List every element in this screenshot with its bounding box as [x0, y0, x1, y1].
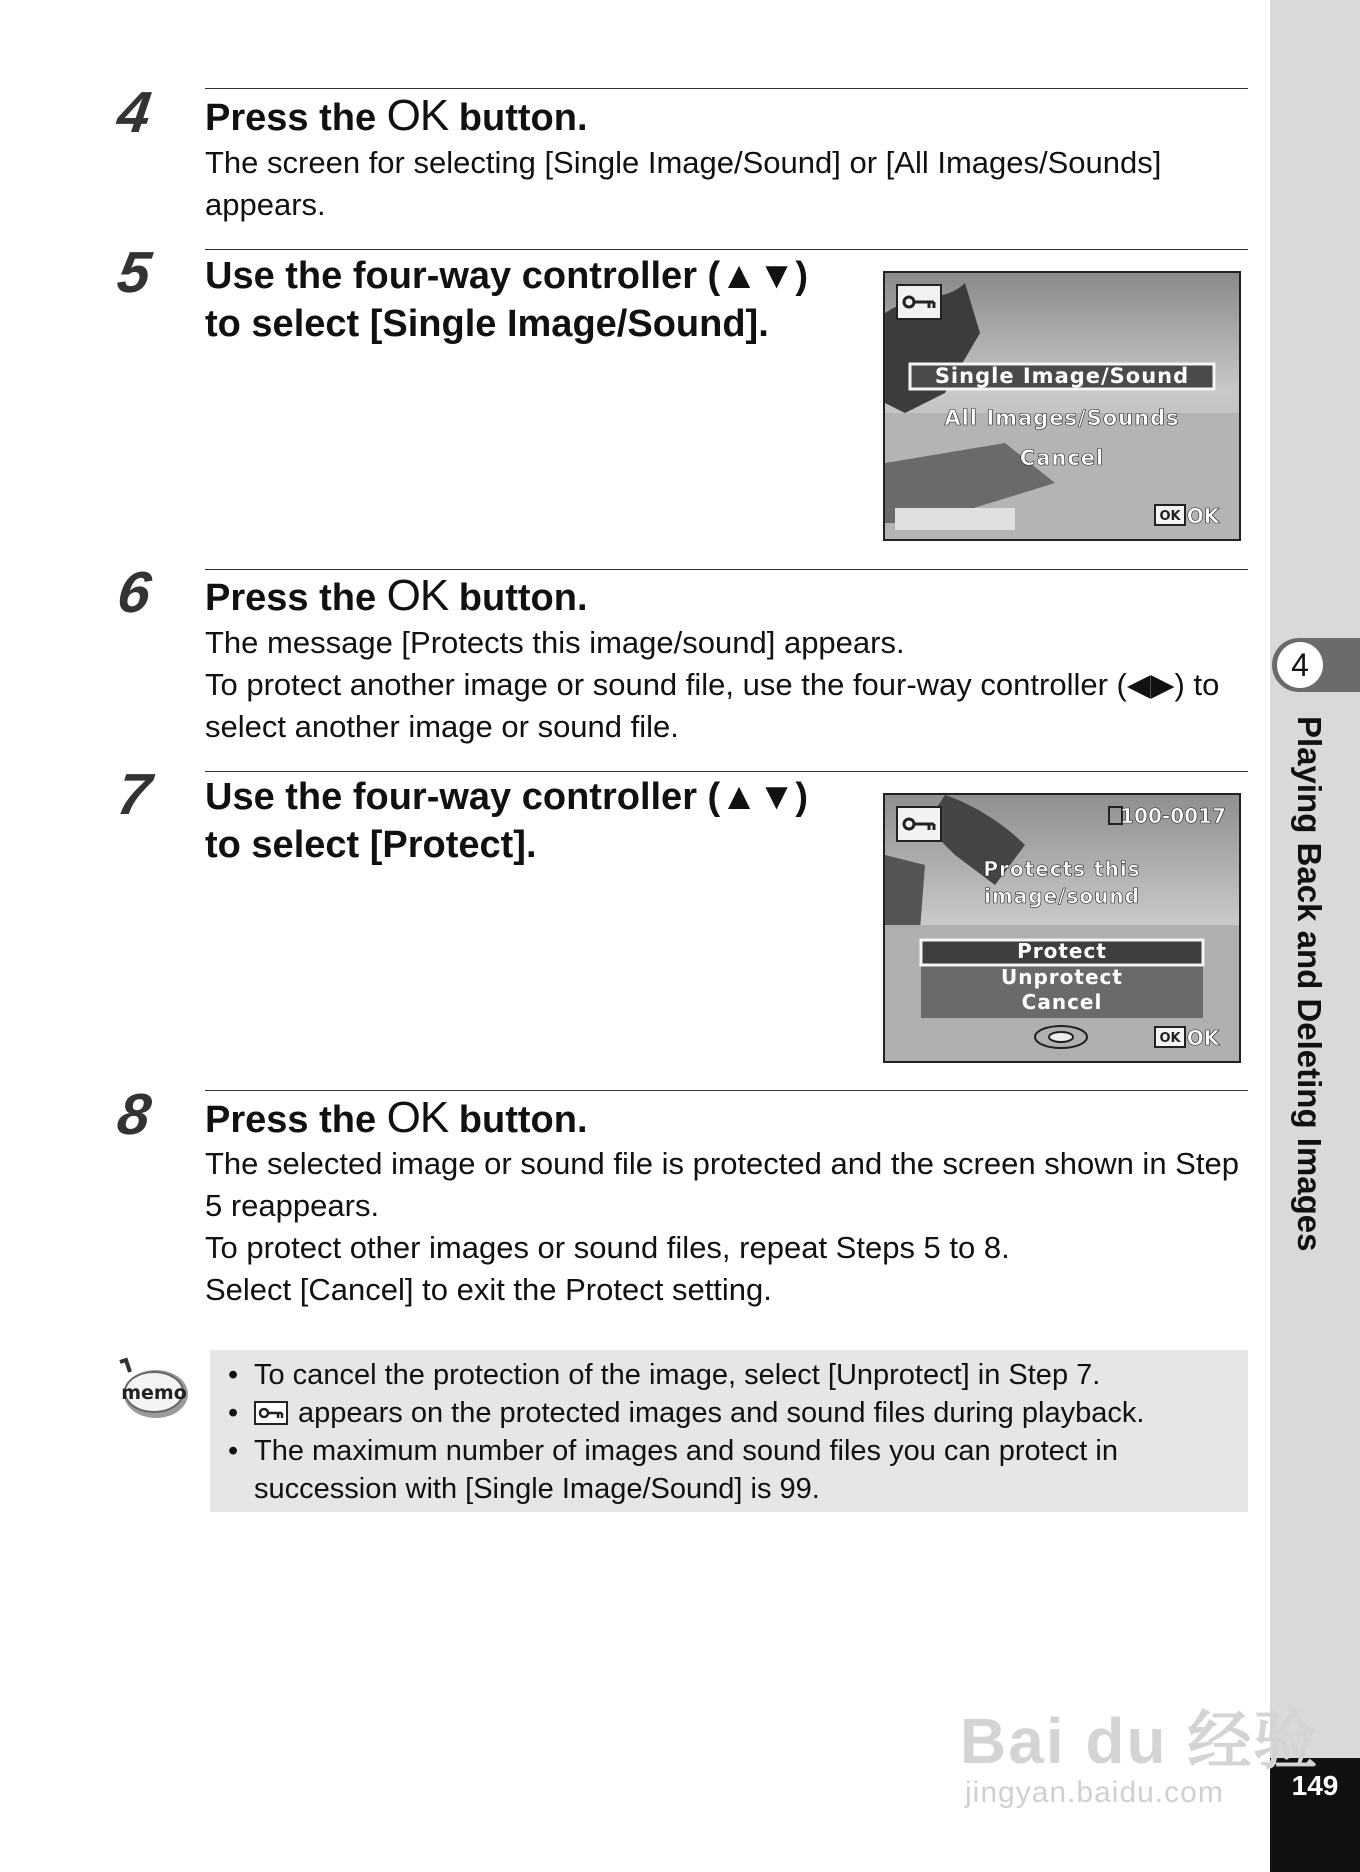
ok-button-label: OK: [386, 91, 449, 140]
step-number: 7: [113, 762, 155, 827]
step-divider: [205, 88, 1248, 89]
step-text: The message [Protects this image/sound] appears.: [205, 625, 905, 660]
step-text: Select [Cancel] to exit the Protect setting.: [205, 1272, 772, 1307]
memo-item-text: appears on the protected images and sound files during playback.: [298, 1397, 1145, 1429]
camera-screen-protect: [883, 793, 1241, 1063]
memo-icon-label: memo: [121, 1382, 187, 1404]
watermark-logo: Bai du 经验: [960, 1705, 1320, 1777]
watermark-url: jingyan.baidu.com: [965, 1776, 1224, 1809]
menu-option-unprotect: Unprotect: [1001, 965, 1123, 989]
camera-screen-graphic: [885, 273, 1239, 539]
protect-key-icon: [254, 1401, 288, 1425]
menu-option-all: All Images/Sounds: [944, 406, 1180, 430]
step-number: 6: [113, 560, 155, 625]
ok-key-label: OK: [1159, 1031, 1181, 1046]
heading-suffix: button.: [448, 97, 588, 139]
heading-line: to select [Protect].: [205, 824, 537, 866]
file-number: 100-0017: [1120, 804, 1226, 828]
step-text: To protect other images or sound files, repeat Steps 5 to 8.: [205, 1230, 1010, 1265]
step-number: 4: [113, 80, 155, 145]
memo-list: [228, 1356, 1248, 1508]
step-divider: [205, 1090, 1248, 1091]
step-divider: [205, 569, 1248, 570]
ok-button-label: OK: [386, 1093, 449, 1142]
memo-item: [228, 1394, 1248, 1432]
heading-prefix: Press the: [205, 97, 387, 139]
step-heading: [205, 92, 588, 142]
menu-option-cancel: Cancel: [1021, 990, 1103, 1014]
chapter-number: 4: [1277, 642, 1323, 688]
ok-key-label: OK: [1159, 509, 1181, 524]
heading-line: Use the four-way controller (▲▼): [205, 776, 809, 818]
heading-line: Use the four-way controller (▲▼): [205, 255, 809, 297]
memo-item: • The maximum number of images and sound files you can protect in succession with [Single Image/Sound] is 99.: [228, 1432, 1248, 1508]
memo-icon: [112, 1356, 192, 1426]
heading-suffix: button.: [448, 1099, 588, 1141]
menu-option-single: Single Image/Sound: [934, 364, 1190, 388]
heading-line: to select [Single Image/Sound].: [205, 303, 769, 345]
protect-message-line: image/sound: [984, 884, 1140, 908]
step-text: The selected image or sound file is protected and the screen shown in Step 5 reappears.: [205, 1146, 1239, 1223]
step-heading: [205, 572, 588, 622]
step-number: 8: [113, 1082, 155, 1147]
heading-suffix: button.: [448, 577, 588, 619]
step-divider: [205, 771, 1248, 772]
step-heading: [205, 773, 808, 869]
memo-item: • To cancel the protection of the image, select [Unprotect] in Step 7.: [228, 1356, 1248, 1394]
step-body: [205, 622, 1245, 748]
ok-label: OK: [1186, 504, 1220, 528]
menu-option-cancel: Cancel: [1019, 446, 1105, 470]
page-number: 149: [1291, 1770, 1339, 1801]
step-divider: [205, 249, 1248, 250]
camera-screen-graphic: [885, 795, 1239, 1061]
camera-screen-select-mode: [883, 271, 1241, 541]
heading-prefix: Press the: [205, 1099, 387, 1141]
protect-message-line: Protects this: [983, 857, 1141, 881]
heading-prefix: Press the: [205, 577, 387, 619]
step-body: [205, 1143, 1250, 1311]
ok-button-label: OK: [386, 571, 449, 620]
step-heading: [205, 1094, 588, 1144]
step-text: To protect another image or sound file, use the four-way controller (◀▶) to select another image or sound file.: [205, 667, 1220, 744]
step-body: [205, 142, 1245, 226]
step-text: The screen for selecting [Single Image/Sound] or [All Images/Sounds] appears.: [205, 145, 1162, 222]
step-heading: [205, 252, 808, 348]
menu-option-protect: Protect: [1017, 939, 1107, 963]
ok-label: OK: [1186, 1026, 1220, 1050]
step-number: 5: [113, 240, 155, 305]
chapter-title: Playing Back and Deleting Images: [1291, 716, 1328, 1252]
